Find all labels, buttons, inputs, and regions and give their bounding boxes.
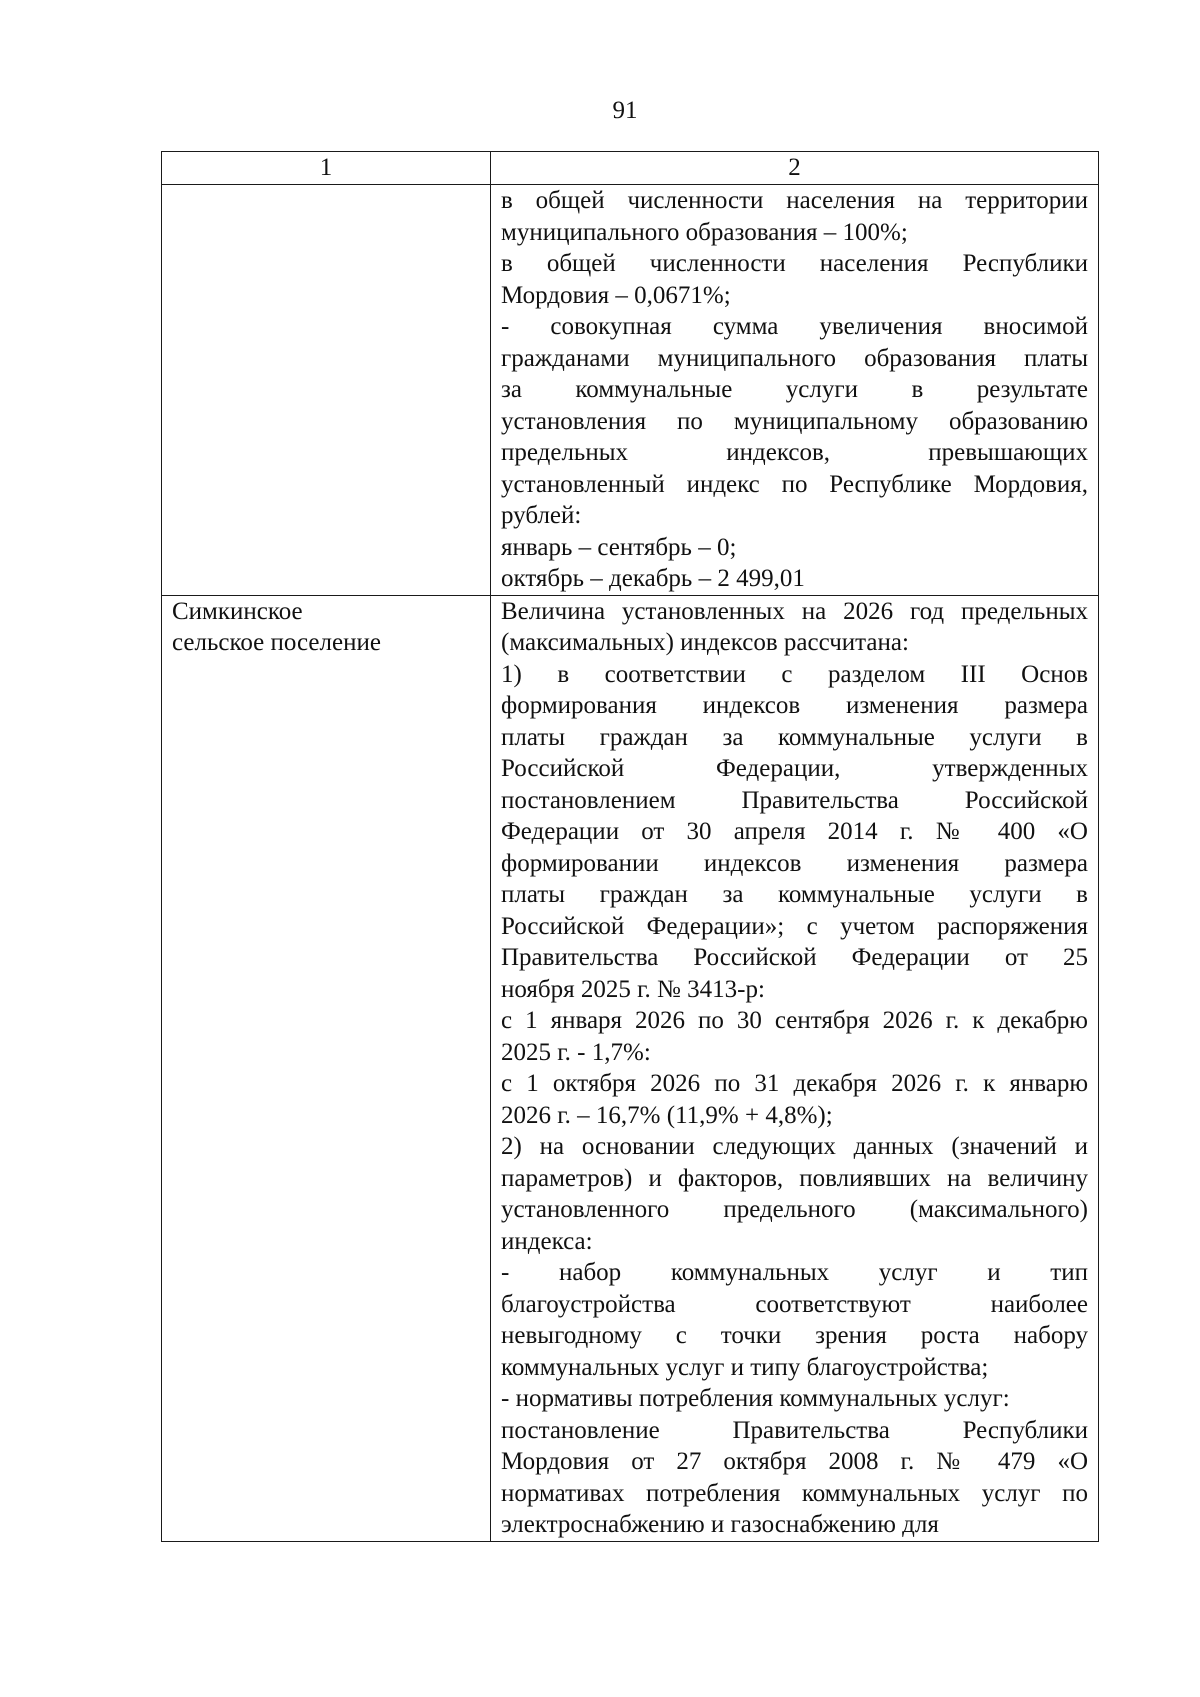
text-line: в общей численности населения Республики	[501, 250, 1088, 277]
text-line: нормативах потребления коммунальных услуг по	[501, 1479, 1088, 1507]
column-header-1: 1	[162, 152, 491, 185]
text-line: индекса:	[501, 1227, 593, 1255]
text-line: формирования индексов изменения размера	[501, 692, 1088, 719]
column-header-2: 2	[491, 152, 1099, 185]
page-number: 91	[612, 97, 638, 124]
text-line: невыгодному с точки зрения роста набору	[501, 1322, 1088, 1349]
text-line: 2) на основании следующих данных (значений и	[501, 1133, 1088, 1160]
description-cell	[491, 595, 1099, 1541]
text-line: коммунальных услуг и типу благоустройства;	[501, 1353, 989, 1381]
municipality-name-line: сельское поселение	[172, 629, 381, 656]
text-line: ноября 2025 г. № 3413-р:	[501, 975, 765, 1003]
text-line: платы граждан за коммунальные услуги в	[501, 723, 1088, 751]
text-line: электроснабжению и газоснабжению для	[501, 1511, 939, 1538]
text-line: январь – сентябрь – 0;	[501, 533, 737, 561]
table-row	[162, 185, 1099, 596]
table-row	[162, 595, 1099, 1541]
text-line: параметров) и факторов, повлиявших на величину	[501, 1164, 1088, 1192]
text-line: 1) в соответствии с разделом III Основ	[501, 660, 1088, 688]
text-line: предельных индексов, превышающих	[501, 439, 1088, 466]
municipality-name-line: Симкинское	[172, 597, 303, 625]
text-line: благоустройства соответствуют наиболее	[501, 1290, 1088, 1318]
document-table	[161, 151, 1099, 1542]
text-line: (максимальных) индексов рассчитана:	[501, 629, 909, 656]
table-header-row	[162, 152, 1099, 185]
text-line: установленный индекс по Республике Мордовия,	[501, 470, 1088, 498]
text-line: 2026 г. – 16,7% (11,9% + 4,8%);	[501, 1101, 833, 1129]
text-line: гражданами муниципального образования платы	[501, 344, 1088, 372]
text-line: с 1 октября 2026 по 31 декабря 2026 г. к январю	[501, 1070, 1088, 1097]
municipality-cell	[162, 595, 491, 1541]
text-line: - набор коммунальных услуг и тип	[501, 1259, 1088, 1286]
text-line: платы граждан за коммунальные услуги в	[501, 881, 1088, 908]
text-line: - нормативы потребления коммунальных услуг:	[501, 1385, 1010, 1412]
text-line: за коммунальные услуги в результате	[501, 376, 1088, 403]
text-line: Федерации от 30 апреля 2014 г. № 400 «О	[501, 818, 1088, 845]
text-line: рублей:	[501, 502, 582, 529]
text-line: с 1 января 2026 по 30 сентября 2026 г. к декабрю	[501, 1007, 1088, 1034]
text-line: установленного предельного (максимального)	[501, 1196, 1088, 1223]
text-line: Мордовия от 27 октября 2008 г. № 479 «О	[501, 1448, 1088, 1475]
text-line: постановление Правительства Республики	[501, 1416, 1088, 1444]
text-line: установления по муниципальному образованию	[501, 407, 1088, 435]
text-line: октябрь – декабрь – 2 499,01	[501, 565, 805, 592]
text-line: Величина установленных на 2026 год предельных	[501, 597, 1088, 625]
text-line: муниципального образования – 100%;	[501, 218, 908, 246]
municipality-cell	[162, 185, 491, 596]
text-line: Российской Федерации»; с учетом распоряжения	[501, 912, 1088, 940]
text-line: Правительства Российской Федерации от 25	[501, 944, 1088, 971]
text-line: Мордовия – 0,0671%;	[501, 281, 731, 309]
text-line: 2025 г. - 1,7%:	[501, 1038, 651, 1066]
text-line: постановлением Правительства Российской	[501, 786, 1088, 814]
text-line: в общей численности населения на территории	[501, 187, 1088, 214]
description-cell	[491, 185, 1099, 596]
text-line: формировании индексов изменения размера	[501, 849, 1088, 877]
text-line: Российской Федерации, утвержденных	[501, 755, 1088, 782]
text-line: - совокупная сумма увеличения вносимой	[501, 313, 1088, 340]
